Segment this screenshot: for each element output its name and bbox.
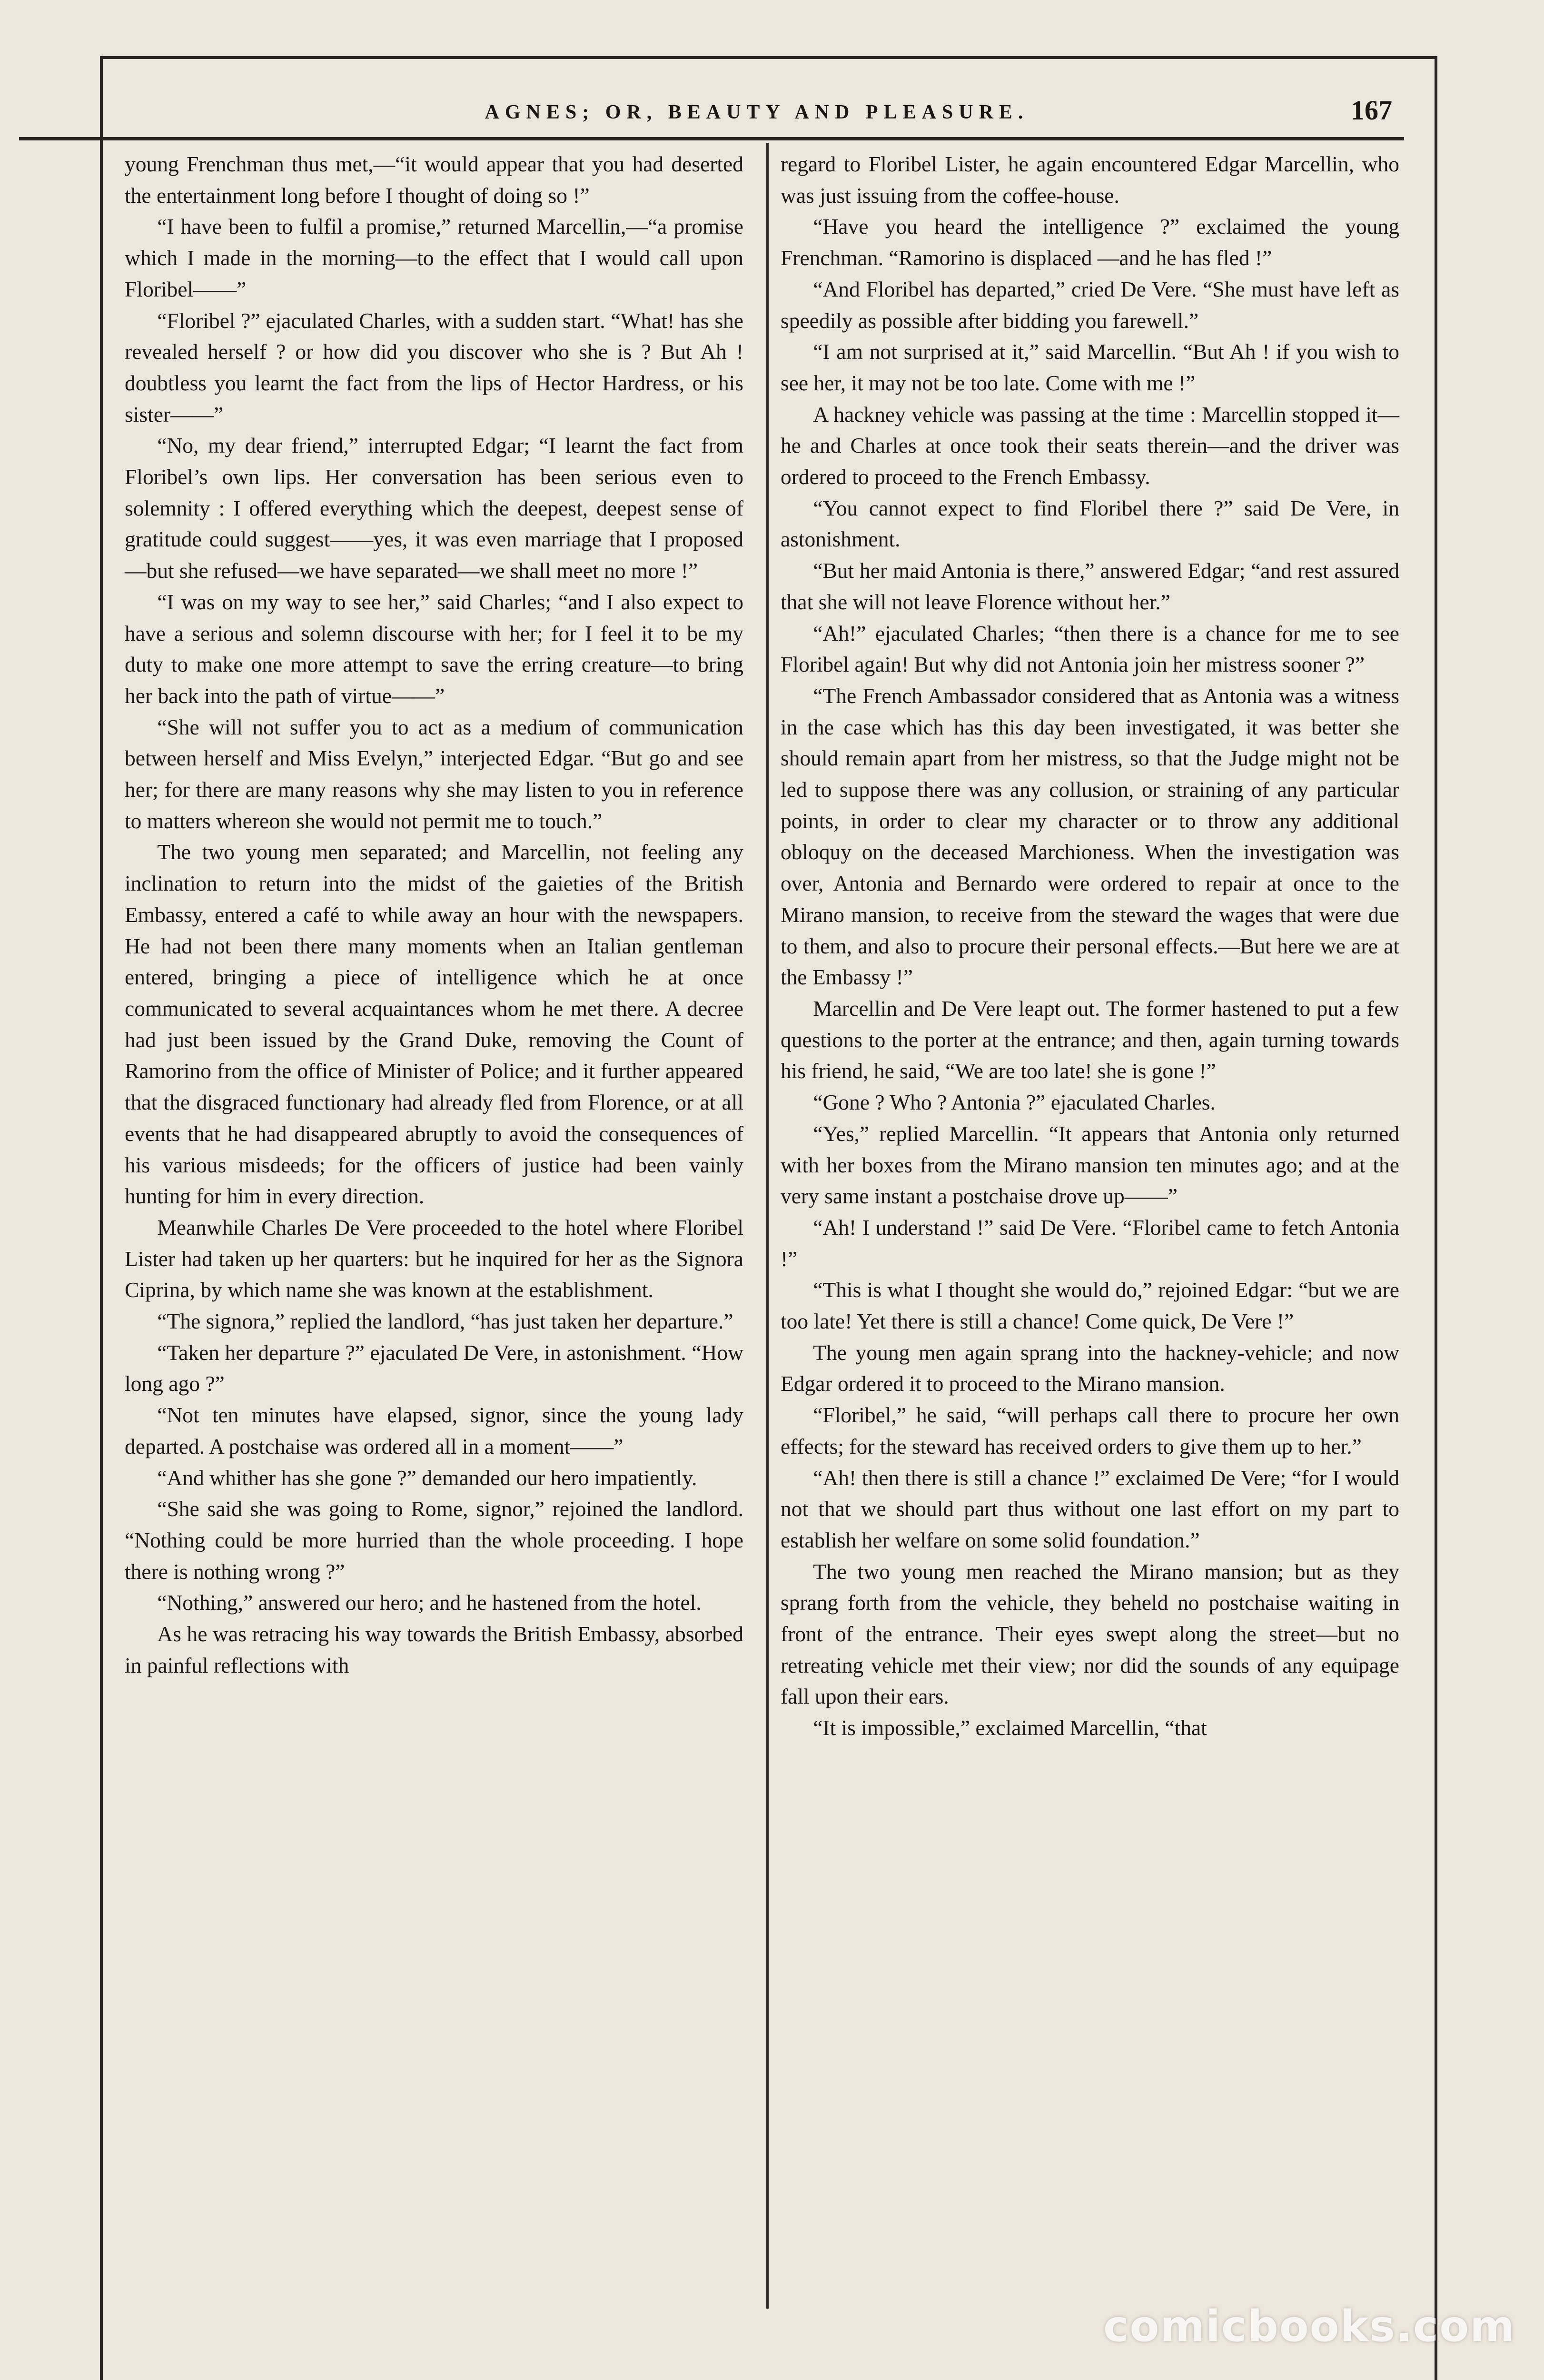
paragraph: Marcellin and De Vere leapt out. The former hastened to put a few questions to the porter at the entrance; and then, again turning towards his friend, he said, “We are too late! she is gone !” xyxy=(781,996,1399,1083)
paragraph: The two young men separated; and Marcellin, not feeling any inclination to return into the midst of the gaieties of the British Embassy, entered a café to while away an hour with the newspapers. He had not been there many moments when an Italian gentleman entered, bringing a piece of intelligence which he at once communicated to several acquaintances whom he met there. A decree had just been issued by the Grand Duke, removing the Count of Ramorino from the office of Minister of Police; and it further appeared that the disgraced functionary had already fled from Florence, or at all events that he had disappeared abruptly to avoid the consequences of his various misdeeds; for the officers of justice had been vainly hunting for him in every direction. xyxy=(125,840,743,1209)
paragraph: “No, my dear friend,” interrupted Edgar; “I learnt the fact from Floribel’s own lips. Her conversation has been serious even to solemnity : I offered everything which the deepest, deepest sense of gratitude could suggest——yes, it was even marriage that I proposed—but she refused—we have separated—we shall meet no more !” xyxy=(125,433,743,583)
paragraph: A hackney vehicle was passing at the time : Marcellin stopped it—he and Charles at once took their seats therein—and the driver was ordered to proceed to the French Embassy. xyxy=(781,402,1399,489)
paragraph: “She will not suffer you to act as a medium of communication between herself and Miss Evelyn,” interjected Edgar. “But go and see her; for there are many reasons why she may listen to you in reference to matters whereon she would not permit me to touch.” xyxy=(125,714,743,833)
paragraph: “Taken her departure ?” ejaculated De Vere, in astonishment. “How long ago ?” xyxy=(125,1340,743,1396)
paragraph: “Not ten minutes have elapsed, signor, since the young lady departed. A postchaise was ordered all in a moment——” xyxy=(125,1403,743,1458)
paragraph: “Ah! I understand !” said De Vere. “Floribel came to fetch Antonia !” xyxy=(781,1215,1399,1271)
paragraph: “I have been to fulfil a promise,” returned Marcellin,—“a promise which I made in the morning—to the effect that I would call upon Floribel——” xyxy=(125,214,743,301)
paragraph: “You cannot expect to find Floribel there ?” said De Vere, in astonishment. xyxy=(781,496,1399,552)
paragraph: “Nothing,” answered our hero; and he hastened from the hotel. xyxy=(157,1590,702,1615)
paragraph: “It is impossible,” exclaimed Marcellin, “that xyxy=(813,1716,1207,1740)
paragraph: “Have you heard the intelligence ?” exclaimed the young Frenchman. “Ramorino is displaced —and he has fled !” xyxy=(781,214,1399,270)
watermark-logo: comicbooks.com xyxy=(1103,2301,1515,2351)
paragraph: “The signora,” replied the landlord, “has just taken her departure.” xyxy=(157,1309,733,1334)
paragraph: Meanwhile Charles De Vere proceeded to the hotel where Floribel Lister had taken up her quarters: but he inquired for her as the Signora Ciprina, by which name she was known at the establishment. xyxy=(125,1215,743,1302)
header-rule xyxy=(19,137,1404,140)
paragraph: “I was on my way to see her,” said Charles; “and I also expect to have a serious and solemn discourse with her; for I feel it to be my duty to make one more attempt to save the erring creature—to bring her back into the path of virtue——” xyxy=(125,589,743,708)
paragraph: “And Floribel has departed,” cried De Vere. “She must have left as speedily as possible after bidding you farewell.” xyxy=(781,277,1399,333)
left-column xyxy=(125,149,743,1681)
paragraph: As he was retracing his way towards the British Embassy, absorbed in painful reflections with xyxy=(125,1622,743,1677)
paragraph: “This is what I thought she would do,” rejoined Edgar: “but we are too late! Yet there is still a chance! Come quick, De Vere !” xyxy=(781,1278,1399,1334)
paragraph: “Ah!” ejaculated Charles; “then there is a chance for me to see Floribel again! But why did not Antonia join her mistress sooner ?” xyxy=(781,621,1399,677)
paragraph: “Floribel,” he said, “will perhaps call there to procure her own effects; for the steward has received orders to give them up to her.” xyxy=(781,1403,1399,1458)
paragraph: young Frenchman thus met,—“it would appear that you had deserted the entertainment long before I thought of doing so !” xyxy=(125,152,743,208)
paragraph: “Gone ? Who ? Antonia ?” ejaculated Charles. xyxy=(813,1090,1216,1115)
paragraph: regard to Floribel Lister, he again encountered Edgar Marcellin, who was just issuing from the coffee-house. xyxy=(781,152,1399,208)
paragraph: “The French Ambassador considered that as Antonia was a witness in the case which has this day been investigated, it was better she should remain apart from her mistress, so that the Judge might not be led to suppose there was any collusion, or straining of any particular points, in order to clear my character or to throw any additional obloquy on the deceased Marchioness. When the investigation was over, Antonia and Bernardo were ordered to repair at once to the Mirano mansion, to receive from the steward the wages that were due to them, and also to procure their personal effects.—But here we are at the Embassy !” xyxy=(781,683,1399,990)
paragraph: “I am not surprised at it,” said Marcellin. “But Ah ! if you wish to see her, it may not be too late. Come with me !” xyxy=(781,339,1399,395)
column-divider xyxy=(766,143,769,2309)
right-column xyxy=(781,149,1399,1744)
paragraph: The two young men reached the Mirano mansion; but as they sprang forth from the vehicle, they beheld no postchaise waiting in front of the entrance. Their eyes swept along the street—but no retreating vehicle met their view; nor did the sounds of any equipage fall upon their ears. xyxy=(781,1559,1399,1709)
paragraph: “Floribel ?” ejaculated Charles, with a sudden start. “What! has she revealed herself ? or how did you discover who she is ? But Ah ! doubtless you learnt the fact from the lips of Hector Hardress, or his sister——” xyxy=(125,308,743,426)
paragraph: “Ah! then there is still a chance !” exclaimed De Vere; “for I would not that we should part thus without one last effort on my part to establish her welfare on some solid foundation.” xyxy=(781,1465,1399,1552)
paragraph: “Yes,” replied Marcellin. “It appears that Antonia only returned with her boxes from the Mirano mansion ten minutes ago; and at the very same instant a postchaise drove up——” xyxy=(781,1121,1399,1209)
paragraph: The young men again sprang into the hackney-vehicle; and now Edgar ordered it to proceed to the Mirano mansion. xyxy=(781,1340,1399,1396)
paragraph: “And whither has she gone ?” demanded our hero impatiently. xyxy=(157,1465,697,1490)
page-header xyxy=(117,90,1397,143)
running-title: AGNES; OR, BEAUTY AND PLEASURE. xyxy=(485,101,1029,123)
paragraph: “But her maid Antonia is there,” answered Edgar; “and rest assured that she will not leave Florence without her.” xyxy=(781,558,1399,614)
page-number: 167 xyxy=(1351,95,1392,126)
paragraph: “She said she was going to Rome, signor,” rejoined the landlord. “Nothing could be more hurried than the whole proceeding. I hope there is nothing wrong ?” xyxy=(125,1497,743,1584)
